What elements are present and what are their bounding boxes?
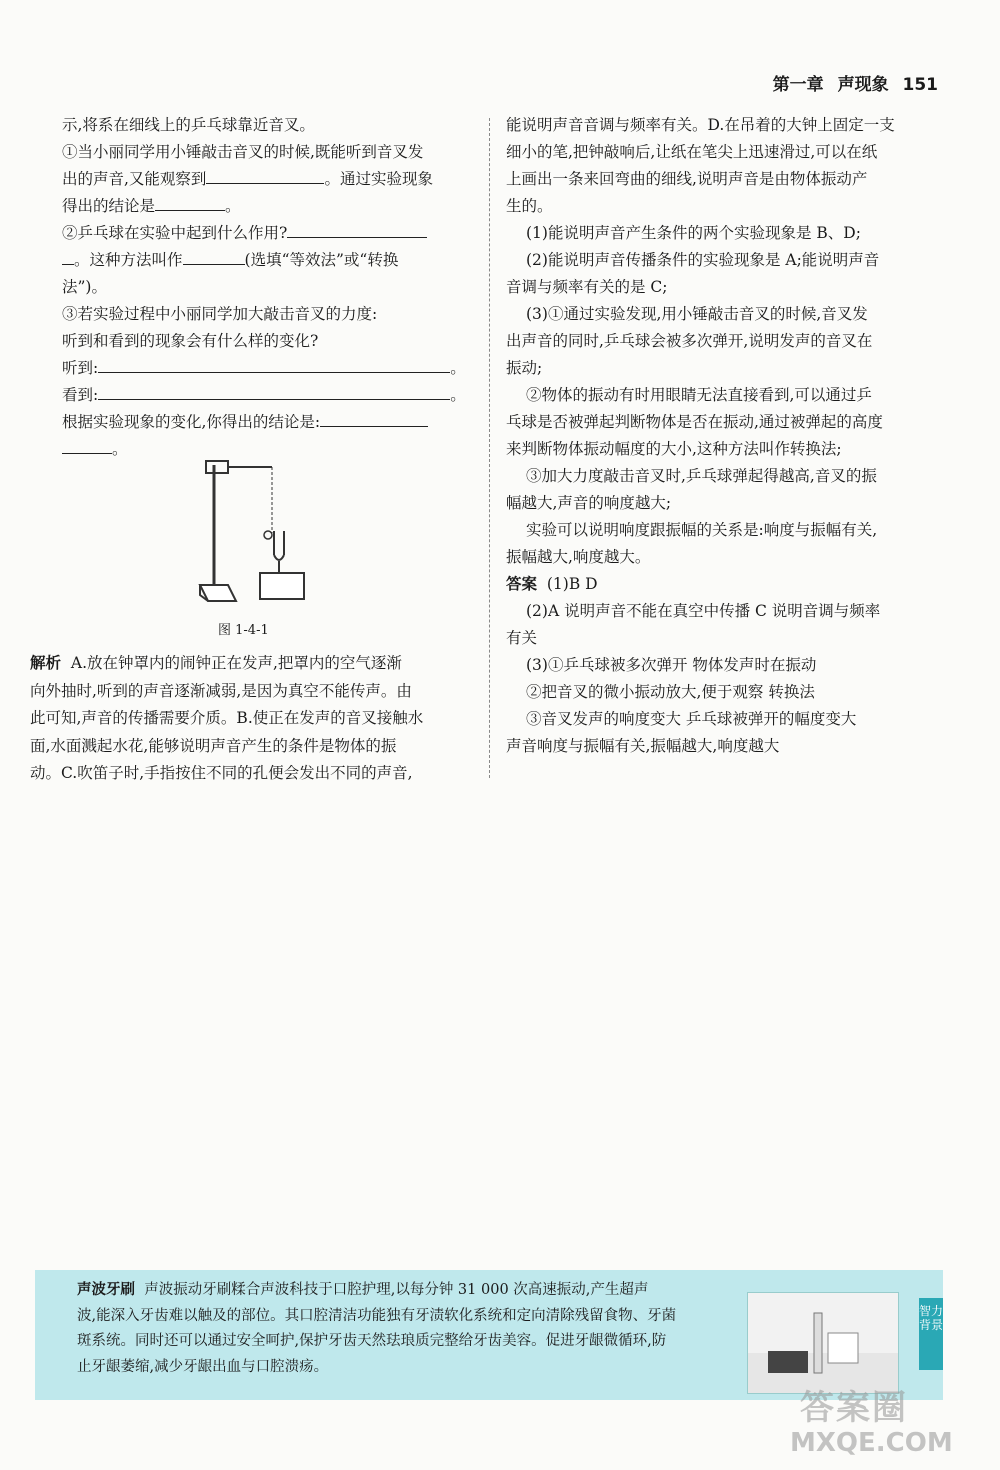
right-column — [506, 112, 944, 760]
text-line: 听到: 。 — [62, 355, 472, 382]
text-line: 面,水面溅起水花,能够说明声音产生的条件是物体的振 — [30, 736, 397, 755]
text-line: ②把音叉的微小振动放大,便于观察 转换法 — [526, 683, 815, 701]
text-line: 斑系统。同时还可以通过安全呵护,保护牙齿天然珐琅质完整给牙齿美容。促进牙龈微循环,防 — [77, 1333, 667, 1349]
toothbrush-image — [747, 1292, 899, 1394]
answer-blank — [183, 248, 245, 265]
box-text — [77, 1278, 737, 1380]
answer-blank — [155, 194, 225, 211]
text-line: 出的声音,又能观察到 。通过实验现象 — [62, 166, 472, 193]
text-line: 出声音的同时,乒乓球会被多次弹开,说明发声的音叉在 — [506, 332, 873, 350]
box-label: 声波牙刷 — [77, 1282, 135, 1298]
text-line: 。 — [62, 436, 472, 463]
answer-label: 答案 — [506, 575, 538, 593]
page-header — [765, 70, 938, 95]
text-line: ③若实验过程中小丽同学加大敲击音叉的力度: — [62, 305, 378, 323]
text-line: 来判断物体振动幅度的大小,这种方法叫作转换法; — [506, 440, 842, 458]
text-line: 此可知,声音的传播需要介质。B.使正在发声的音叉接触水 — [30, 709, 424, 727]
text-line: (3)①通过实验发现,用小锤敲击音叉的时候,音叉发 — [526, 305, 868, 323]
answer-blank — [287, 221, 427, 238]
text-line: (3)①乒乓球被多次弹开 物体发声时在振动 — [526, 656, 817, 674]
answer-blank — [98, 383, 450, 400]
answer-blank — [98, 356, 450, 373]
text-line: 有关 — [506, 629, 538, 647]
watermark-url: MXQE.COM — [790, 1428, 953, 1458]
page-number: 151 — [902, 75, 938, 95]
text-line: 振动; — [506, 359, 543, 377]
category-tab: 智力背景 — [919, 1298, 943, 1370]
text-line: 听到和看到的现象会有什么样的变化? — [62, 332, 319, 350]
analysis-block — [30, 650, 470, 788]
answer-blank — [206, 167, 324, 184]
text-line: 。这种方法叫作 (选填“等效法”或“转换 — [62, 247, 472, 274]
text-line: 得出的结论是 。 — [62, 193, 472, 220]
watermark-logo: 答案圈 — [800, 1388, 908, 1428]
answer-blank — [62, 437, 112, 454]
text-line: 答案 (1)B D — [506, 575, 598, 593]
text-line: 上画出一条来回弯曲的细线,说明声音是由物体振动产 — [506, 170, 868, 188]
text-line: ③加大力度敲击音叉时,乒乓球弹起得越高,音叉的振 — [526, 467, 877, 485]
text-line: (2)能说明声音传播条件的实验现象是 A;能说明声音 — [526, 251, 880, 269]
chapter-label: 第一章 — [772, 75, 824, 95]
text-line: 向外抽时,听到的声音逐渐减弱,是因为真空不能传声。由 — [30, 681, 412, 700]
answer-blank — [62, 248, 74, 265]
left-column — [62, 112, 472, 463]
text-line: 止牙龈萎缩,减少牙龈出血与口腔溃疡。 — [77, 1358, 329, 1375]
figure-caption: 图 1-4-1 — [218, 623, 269, 638]
chapter-title: 声现象 — [837, 75, 889, 95]
text-line: 看到: 。 — [62, 382, 472, 409]
text-line: (1)能说明声音产生条件的两个实验现象是 B、D; — [526, 224, 861, 242]
text-line: ①当小丽同学用小锤敲击音叉的时候,既能听到音叉发 — [62, 143, 424, 161]
text-line: ②物体的振动有时用眼睛无法直接看到,可以通过乒 — [526, 386, 872, 404]
text-line: (2)A 说明声音不能在真空中传播 C 说明音调与频率 — [526, 602, 881, 620]
text-line: ③音叉发声的响度变大 乒乓球被弹开的幅度变大 — [526, 710, 857, 728]
text-line: 细小的笔,把钟敲响后,让纸在笔尖上迅速滑过,可以在纸 — [506, 143, 878, 161]
text-line: 波,能深入牙齿难以触及的部位。其口腔清洁功能独有牙渍软化系统和定向清除残留食物、牙菌 — [77, 1307, 677, 1324]
text-line: 音调与频率有关的是 C; — [506, 278, 668, 296]
column-divider — [489, 118, 490, 778]
text-line: 法”)。 — [62, 278, 107, 296]
text-line: 示,将系在细线上的乒乓球靠近音叉。 — [62, 116, 315, 134]
text-line: 解析 A.放在钟罩内的闹钟正在发声,把罩内的空气逐渐 — [30, 654, 402, 672]
text-line: 生的。 — [506, 197, 553, 215]
text-line: 实验可以说明响度跟振幅的关系是:响度与振幅有关, — [526, 521, 878, 539]
text-line: 根据实验现象的变化,你得出的结论是: — [62, 409, 472, 436]
answer-blank — [320, 410, 428, 427]
analysis-label: 解析 — [30, 654, 62, 672]
text-line: 能说明声音音调与频率有关。D.在吊着的大钟上固定一支 — [506, 116, 895, 134]
text-line: 振幅越大,响度越大。 — [506, 548, 651, 566]
text-line: 动。C.吹笛子时,手指按住不同的孔便会发出不同的声音, — [30, 764, 413, 782]
text-line: 乓球是否被弹起判断物体是否在振动,通过被弹起的高度 — [506, 413, 883, 431]
text-line: 声音响度与振幅有关,振幅越大,响度越大 — [506, 737, 780, 755]
text-line: 声波牙刷 声波振动牙刷糅合声波科技于口腔护理,以每分钟 31 000 次高速振动,产生超声 — [77, 1282, 649, 1298]
text-line: 幅越大,声音的响度越大; — [506, 494, 672, 512]
text-line: ②乒乓球在实验中起到什么作用? — [62, 220, 472, 247]
tuning-fork-figure — [180, 455, 330, 615]
